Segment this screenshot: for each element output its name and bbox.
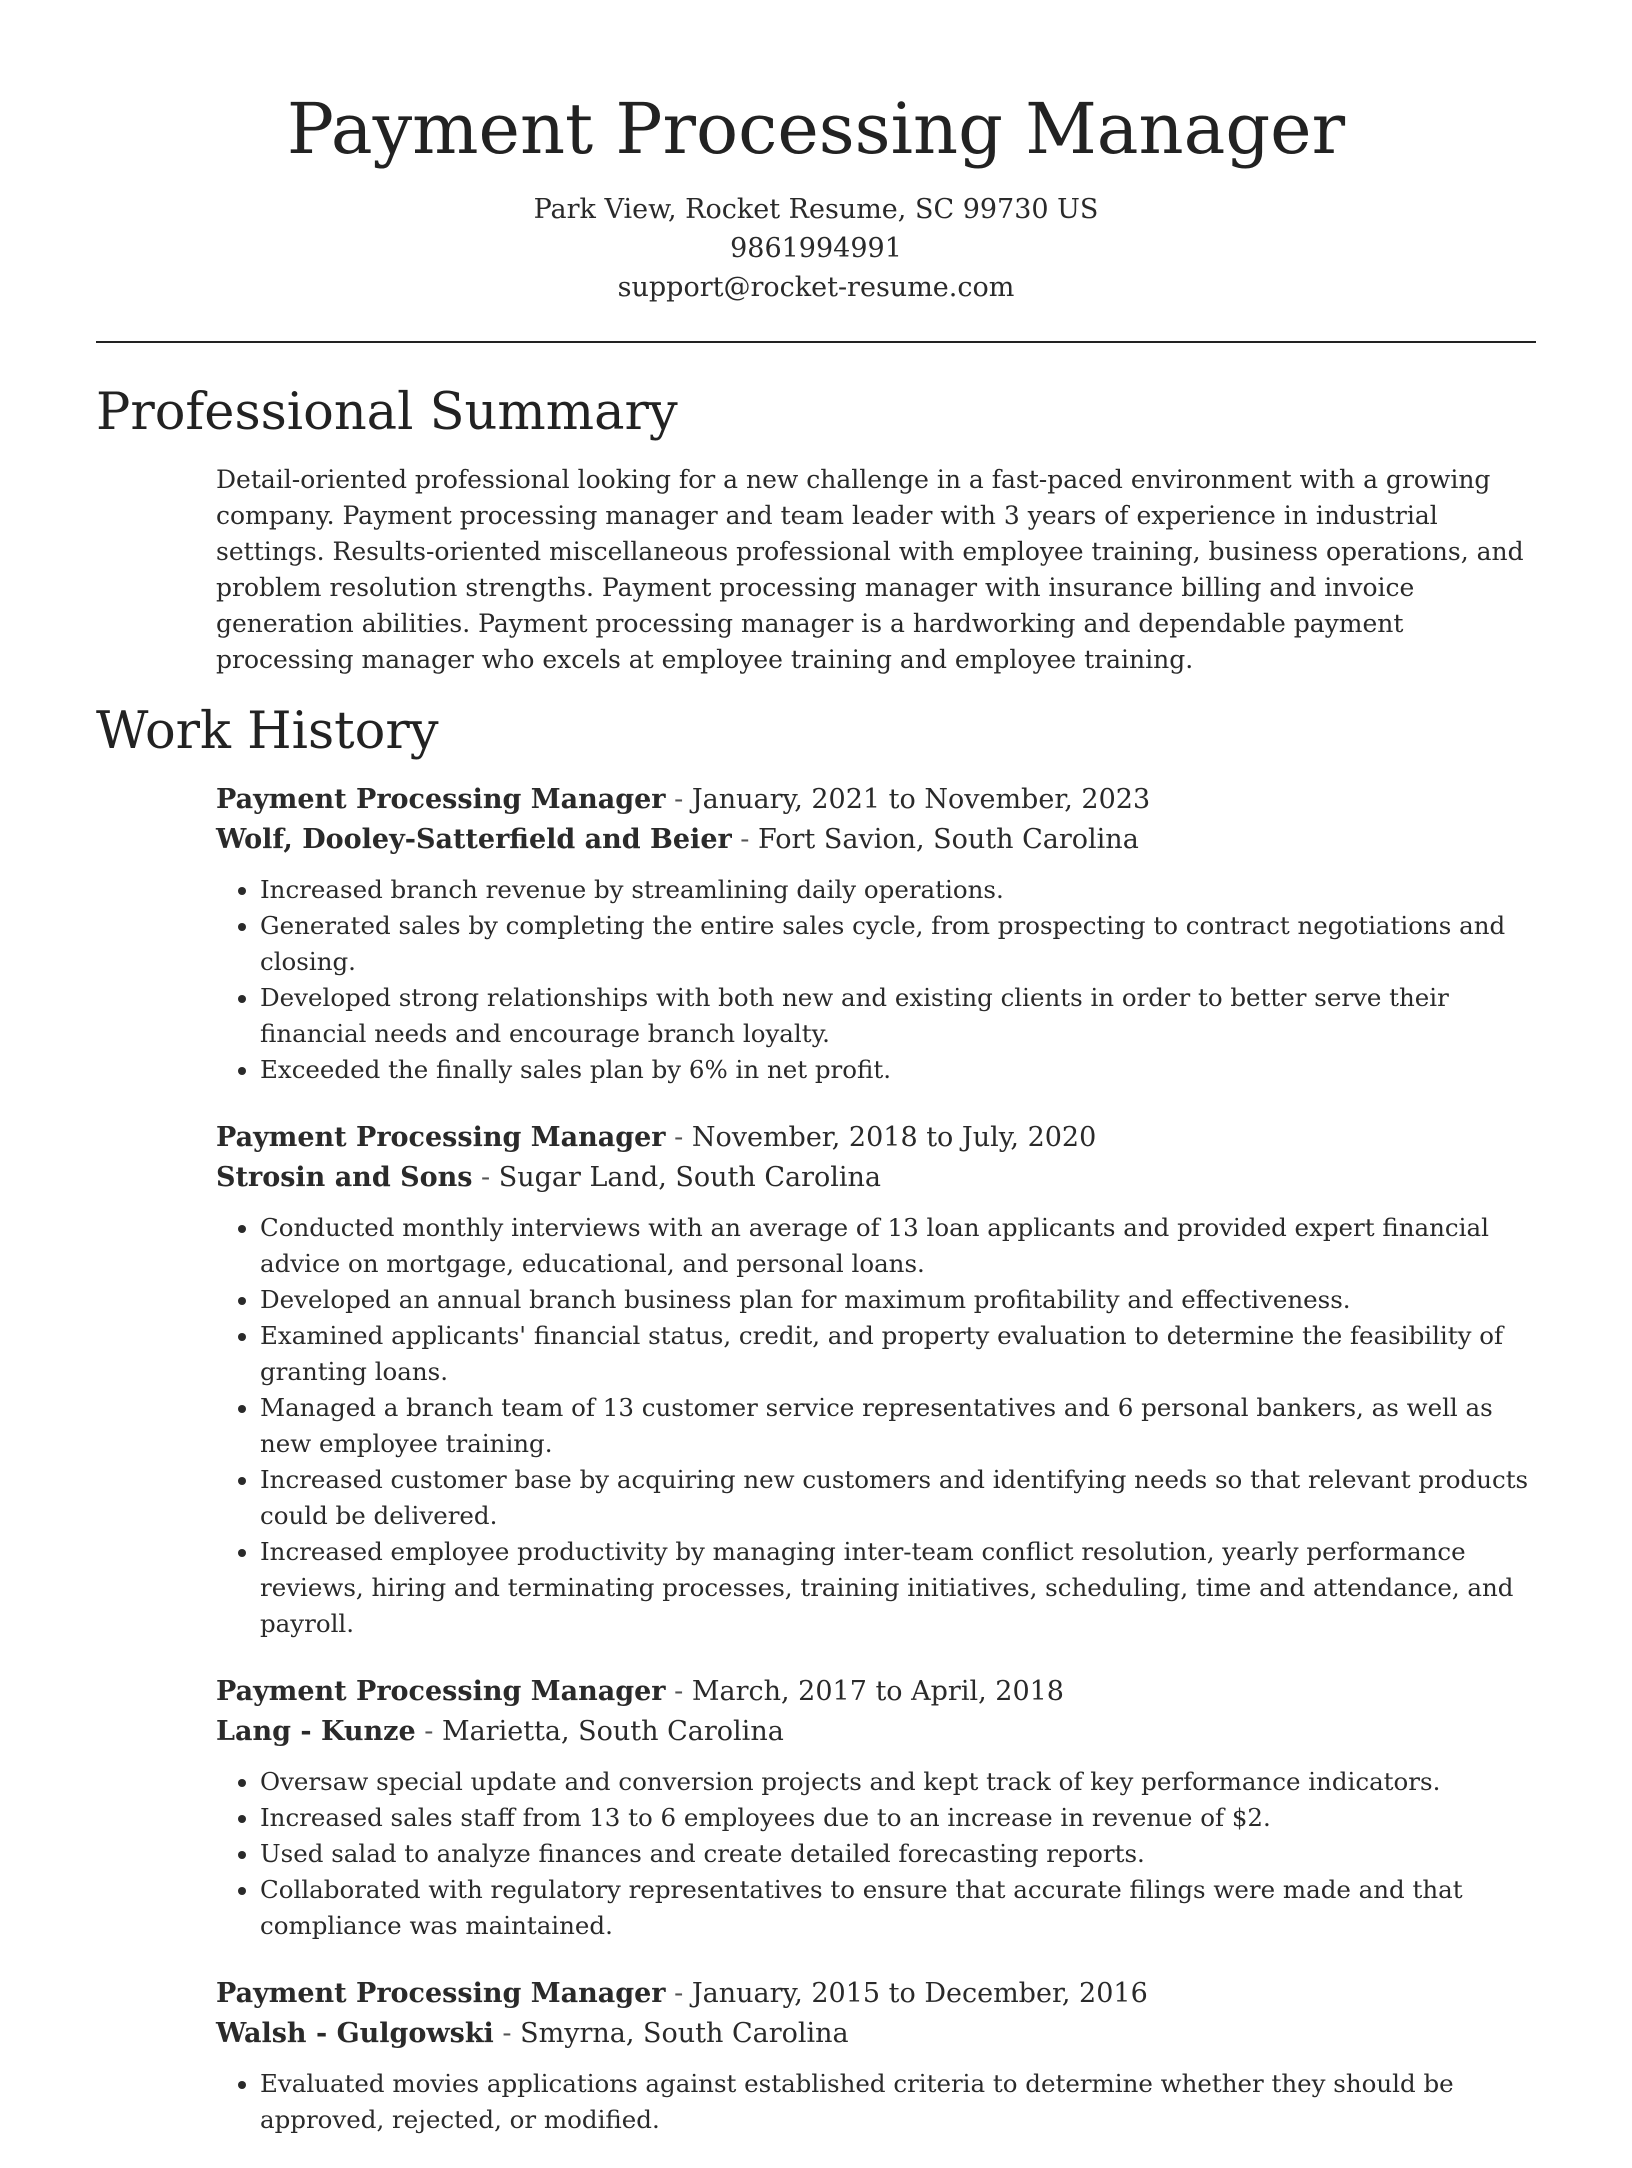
job-company-line bbox=[216, 2014, 1541, 2054]
job-dates: January, 2021 to November, 2023 bbox=[691, 784, 1151, 815]
job-bullet: • Exceeded the finally sales plan by 6% in net profit. bbox=[260, 1052, 1541, 1088]
job-bullet: • Examined applicants' financial status, credit, and property evaluation to determine the feasibility of granting loans. bbox=[260, 1318, 1541, 1390]
job-bullet: • Increased branch revenue by streamlining daily operations. bbox=[260, 872, 1541, 908]
job-bullets bbox=[216, 2066, 1541, 2138]
job-location: Fort Savion, South Carolina bbox=[758, 824, 1139, 855]
job-company-line bbox=[216, 1712, 1541, 1752]
separator: - bbox=[665, 1978, 692, 2009]
job-bullet: • Collaborated with regulatory representatives to ensure that accurate filings were made and that compliance was maintained. bbox=[260, 1872, 1541, 1944]
job-dates: November, 2018 to July, 2020 bbox=[691, 1122, 1097, 1153]
separator: - bbox=[731, 824, 759, 855]
job-bullets bbox=[216, 872, 1541, 1088]
job-role: Payment Processing Manager bbox=[216, 1676, 666, 1707]
job-role: Payment Processing Manager bbox=[216, 784, 666, 815]
job-location: Sugar Land, South Carolina bbox=[498, 1162, 881, 1193]
job-role: Payment Processing Manager bbox=[216, 1978, 666, 2009]
job-bullet: • Managed a branch team of 13 customer service representatives and 6 personal bankers, as well as new employee training. bbox=[260, 1390, 1541, 1462]
job-company: Strosin and Sons bbox=[216, 1162, 473, 1193]
job-bullet: • Developed strong relationships with both new and existing clients in order to better serve their financial needs and encourage branch loyalty. bbox=[260, 980, 1541, 1052]
job-bullet: • Increased customer base by acquiring new customers and identifying needs so that relevant products could be delivered. bbox=[260, 1462, 1541, 1534]
job-bullet: • Developed an annual branch business plan for maximum profitability and effectiveness. bbox=[260, 1282, 1541, 1318]
job-entry bbox=[216, 1974, 1541, 2138]
address: Park View, Rocket Resume, SC 99730 US bbox=[533, 194, 1099, 225]
separator: - bbox=[415, 1716, 442, 1747]
job-bullet: • Generated sales by completing the entire sales cycle, from prospecting to contract negotiations and closing. bbox=[260, 908, 1541, 980]
summary-heading: Professional Summary bbox=[96, 383, 678, 442]
job-entry bbox=[216, 780, 1541, 1088]
job-company: Walsh - Gulgowski bbox=[216, 2018, 494, 2049]
separator: - bbox=[472, 1162, 499, 1193]
job-title-line bbox=[216, 1118, 1541, 1158]
job-bullets bbox=[216, 1210, 1541, 1642]
job-bullet: • Increased employee productivity by managing inter-team conflict resolution, yearly performance reviews, hiring and terminating processes, training initiatives, scheduling, time and attendance, and payroll. bbox=[260, 1534, 1541, 1642]
job-entry bbox=[216, 1118, 1541, 1642]
job-dates: January, 2015 to December, 2016 bbox=[691, 1978, 1148, 2009]
separator: - bbox=[665, 1676, 692, 1707]
job-location: Marietta, South Carolina bbox=[441, 1716, 784, 1747]
job-location: Smyrna, South Carolina bbox=[520, 2018, 849, 2049]
summary-text: Detail-oriented professional looking for a new challenge in a fast-paced environment with a growing company. Payment processing manager and team leader with 3 years of experience in industrial settings. Results-oriented miscellaneous professional with employee training, business operations, and problem resolution strengths. Payment processing manager with insurance billing and invoice generation abilities. Payment processing manager is a hardworking and dependable payment processing manager who excels at employee training and employee training. bbox=[216, 465, 1524, 674]
job-bullet: • Conducted monthly interviews with an average of 13 loan applicants and provided expert financial advice on mortgage, educational, and personal loans. bbox=[260, 1210, 1541, 1282]
job-bullets bbox=[216, 1764, 1541, 1944]
phone: 9861994991 bbox=[730, 233, 902, 264]
work-history-list bbox=[216, 780, 1541, 2168]
job-bullet: • Increased sales staff from 13 to 6 employees due to an increase in revenue of $2. bbox=[260, 1800, 1541, 1836]
separator: - bbox=[493, 2018, 521, 2049]
email: support@rocket-resume.com bbox=[617, 272, 1015, 303]
separator: - bbox=[665, 784, 692, 815]
job-bullet: • Used salad to analyze finances and create detailed forecasting reports. bbox=[260, 1836, 1541, 1872]
job-company-line bbox=[216, 1158, 1541, 1198]
job-company-line bbox=[216, 820, 1541, 860]
job-company: Wolf, Dooley-Satterfield and Beier bbox=[216, 824, 732, 855]
header-divider bbox=[96, 341, 1536, 343]
contact-block bbox=[0, 190, 1632, 307]
job-entry bbox=[216, 1672, 1541, 1944]
job-title-line bbox=[216, 780, 1541, 820]
resume-header bbox=[0, 84, 1632, 307]
candidate-name: Payment Processing Manager bbox=[286, 88, 1346, 170]
work-history-heading: Work History bbox=[96, 702, 439, 761]
job-dates: March, 2017 to April, 2018 bbox=[691, 1676, 1064, 1707]
job-title-line bbox=[216, 1672, 1541, 1712]
job-bullet: • Oversaw special update and conversion projects and kept track of key performance indicators. bbox=[260, 1764, 1541, 1800]
job-role: Payment Processing Manager bbox=[216, 1122, 666, 1153]
separator: - bbox=[665, 1122, 692, 1153]
job-title-line bbox=[216, 1974, 1541, 2014]
job-company: Lang - Kunze bbox=[216, 1716, 416, 1747]
job-bullet: • Evaluated movies applications against established criteria to determine whether they should be approved, rejected, or modified. bbox=[260, 2066, 1541, 2138]
